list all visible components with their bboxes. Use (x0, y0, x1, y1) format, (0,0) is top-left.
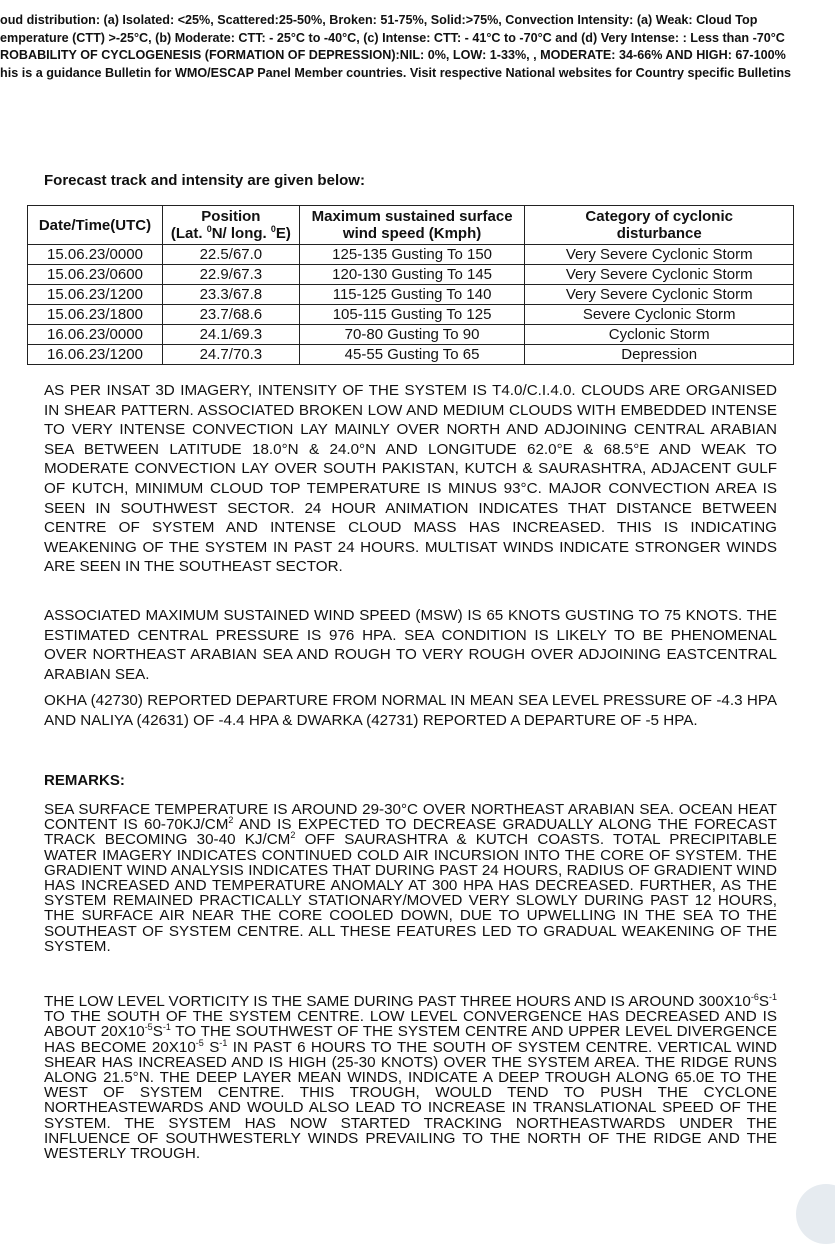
paragraph-pressure-departure: OKHA (42730) REPORTED DEPARTURE FROM NORMAL IN MEAN SEA LEVEL PRESSURE OF -4.3 HPA AND NALIYA (42631) OF -4.4 HPA & DWARKA (42731) REPORTED A DEPARTURE OF -5 HPA. (44, 692, 777, 729)
cell-category: Severe Cyclonic Storm (525, 305, 794, 325)
header-date-time: Date/Time(UTC) (28, 206, 163, 245)
cell-category: Depression (525, 345, 794, 365)
cell-position: 23.3/67.8 (162, 285, 299, 305)
cell-date-time: 15.06.23/1800 (28, 305, 163, 325)
cell-date-time: 15.06.23/0600 (28, 265, 163, 285)
header-position: Position (Lat. $^0$N/ long. $^0$E) (162, 206, 299, 245)
table-row (28, 265, 794, 285)
table-row (28, 245, 794, 265)
cell-position: 22.5/67.0 (162, 245, 299, 265)
cell-category: Very Severe Cyclonic Storm (525, 265, 794, 285)
bulletin-header-notes (0, 12, 835, 82)
cell-position: 22.9/67.3 (162, 265, 299, 285)
cell-position: 23.7/68.6 (162, 305, 299, 325)
cell-date-time: 16.06.23/0000 (28, 325, 163, 345)
header-line-guidance: his is a guidance Bulletin for WMO/ESCAP Panel Member countries. Visit respective National websites for Country specific Bulletins (0, 65, 792, 80)
cell-wind-speed: 45-55 Gusting To 65 (299, 345, 525, 365)
corner-overlay-circle (796, 1184, 835, 1244)
cell-date-time: 15.06.23/1200 (28, 285, 163, 305)
cell-category: Very Severe Cyclonic Storm (525, 245, 794, 265)
table-header-row (28, 206, 794, 245)
paragraph-max-sustained-wind: ASSOCIATED MAXIMUM SUSTAINED WIND SPEED (MSW) IS 65 KNOTS GUSTING TO 75 KNOTS. THE ESTIMATED CENTRAL PRESSURE IS 976 HPA. SEA CONDITION IS LIKELY TO BE PHENOMENAL OVER NORTHEAST ARABIAN SEA AND ROUGH TO VERY ROUGH OVER ADJOINING EASTCENTRAL ARABIAN SEA. (44, 607, 777, 683)
cell-wind-speed: 115-125 Gusting To 140 (299, 285, 525, 305)
header-category: Category of cyclonic disturbance (525, 206, 794, 245)
paragraph-insat-imagery: AS PER INSAT 3D IMAGERY, INTENSITY OF THE SYSTEM IS T4.0/C.I.4.0. CLOUDS ARE ORGANISED IN SHEAR PATTERN. ASSOCIATED BROKEN LOW AND MEDIUM CLOUDS WITH EMBEDDED INTENSE TO VERY INTENSE CONVECTION LAY MAINLY OVER NORTH AND ADJOINING CENTRAL ARABIAN SEA BETWEEN LATITUDE 18.0°N & 24.0°N AND LONGITUDE 62.0°E & 68.5°E AND WEAK TO MODERATE CONVECTION LAY OVER SOUTH PAKISTAN, KUTCH & SAURASHTRA, ADJACENT GULF OF KUTCH, MINIMUM CLOUD TOP TEMPERATURE IS MINUS 93°C. MAJOR CONVECTION AREA IS SEEN IN SOUTHWEST SECTOR. 24 HOUR ANIMATION INDICATES THAT DISTANCE BETWEEN CENTRE OF SYSTEM AND INTENSE CLOUD MASS HAS INCREASED. THIS IS INDICATING WEAKENING OF THE SYSTEM IN PAST 24 HOURS. MULTISAT WINDS INDICATE STRONGER WINDS ARE SEEN IN THE SOUTHEAST SECTOR. (44, 382, 777, 576)
remarks-paragraph-vorticity: THE LOW LEVEL VORTICITY IS THE SAME DURING PAST THREE HOURS AND IS AROUND $300X10^{-6}S^{-1}$ TO THE SOUTH OF THE SYSTEM CENTRE. LOW LEVEL CONVERGENCE HAS DECREASED AND IS ABOUT $20X10^{-5}S^{-1}$ TO THE SOUTHWEST OF THE SYSTEM CENTRE AND UPPER LEVEL DIVERGENCE HAS BECOME $20X10^{-5}$ $S^{-1}$ IN PAST 6 HOURS TO THE SOUTH OF SYSTEM CENTRE. VERTICAL WIND SHEAR HAS INCREASED AND IS HIGH (25-30 KNOTS) OVER THE SYSTEM AREA. THE RIDGE RUNS ALONG 21.5°N. THE DEEP LAYER MEAN WINDS, INDICATE A DEEP TROUGH ALONG 65.0E TO THE WEST OF SYSTEM CENTRE. THIS TROUGH, WOULD TEND TO PUSH THE CYCLONE NORTHEASTEWARDS AND WOULD ALSO LEAD TO INCREASE IN TRANSLATIONAL SPEED OF THE SYSTEM. THE SYSTEM HAS NOW STARTED TRACKING NORTHEASTWARDS UNDER THE INFLUENCE OF SOUTHWESTERLY WINDS PREVAILING TO THE NORTH OF THE RIDGE AND THE WESTERLY TROUGH. (44, 991, 777, 1163)
cell-date-time: 15.06.23/0000 (28, 245, 163, 265)
table-row (28, 305, 794, 325)
table-row (28, 325, 794, 345)
cell-category: Very Severe Cyclonic Storm (525, 285, 794, 305)
header-line-cloud-distribution: oud distribution: (a) Isolated: <25%, Scattered:25-50%, Broken: 51-75%, Solid:>75%, Convection Intensity: (a) Weak: Cloud Top (0, 13, 758, 27)
remarks-paragraph-sea-surface: SEA SURFACE TEMPERATURE IS AROUND 29-30°C OVER NORTHEAST ARABIAN SEA. OCEAN HEAT CONTENT IS $60-70KJ/CM^2$ AND IS EXPECTED TO DECREASE GRADUALLY ALONG THE FORECAST TRACK BECOMING 30-40 $KJ/CM^2$ OFF SAURASHTRA & KUTCH COASTS. TOTAL PRECIPITABLE WATER IMAGERY INDICATES CONTINUED COLD AIR INCURSION INTO THE CORE OF SYSTEM. THE GRADIENT WIND ANALYSIS INDICATES THAT DURING PAST 24 HOURS, RADIUS OF GRADIENT WIND HAS INCREASED AND TEMPERATURE ANOMALY AT 300 HPA HAS DECREASED. FURTHER, AS THE SYSTEM REMAINED PRACTICALLY STATIONARY/MOVED VERY SLOWLY DURING PAST 12 HOURS, THE SURFACE AIR NEAR THE CORE COOLED DOWN, DUE TO UPWELLING IN THE SEA TO THE SOUTHEAST OF SYSTEM CENTRE. ALL THESE FEATURES LED TO GRADUAL WEAKENING OF THE SYSTEM. (44, 801, 778, 955)
header-wind-speed: Maximum sustained surface wind speed (Kmph) (299, 206, 525, 245)
cell-wind-speed: 70-80 Gusting To 90 (299, 325, 525, 345)
cell-wind-speed: 125-135 Gusting To 150 (299, 245, 525, 265)
cell-category: Cyclonic Storm (525, 325, 794, 345)
cell-position: 24.7/70.3 (162, 345, 299, 365)
header-line-probability: ROBABILITY OF CYCLOGENESIS (FORMATION OF DEPRESSION):NIL: 0%, LOW: 1-33%, , MODERATE: 34-66% AND HIGH: 67-100% (0, 48, 786, 62)
table-row (28, 345, 794, 365)
cell-date-time: 16.06.23/1200 (28, 345, 163, 365)
cell-wind-speed: 120-130 Gusting To 145 (299, 265, 525, 285)
forecast-heading: Forecast track and intensity are given below: (44, 172, 365, 189)
header-line-temperature: emperature (CTT) >-25°C, (b) Moderate: CTT: - 25°C to -40°C, (c) Intense: CTT: - 41°C to -70°C and (d) Very Intense: : Less than -70°C (0, 30, 785, 45)
cell-wind-speed: 105-115 Gusting To 125 (299, 305, 525, 325)
cell-position: 24.1/69.3 (162, 325, 299, 345)
remarks-heading: REMARKS: (44, 772, 125, 789)
table-row (28, 285, 794, 305)
forecast-track-table (27, 205, 794, 365)
